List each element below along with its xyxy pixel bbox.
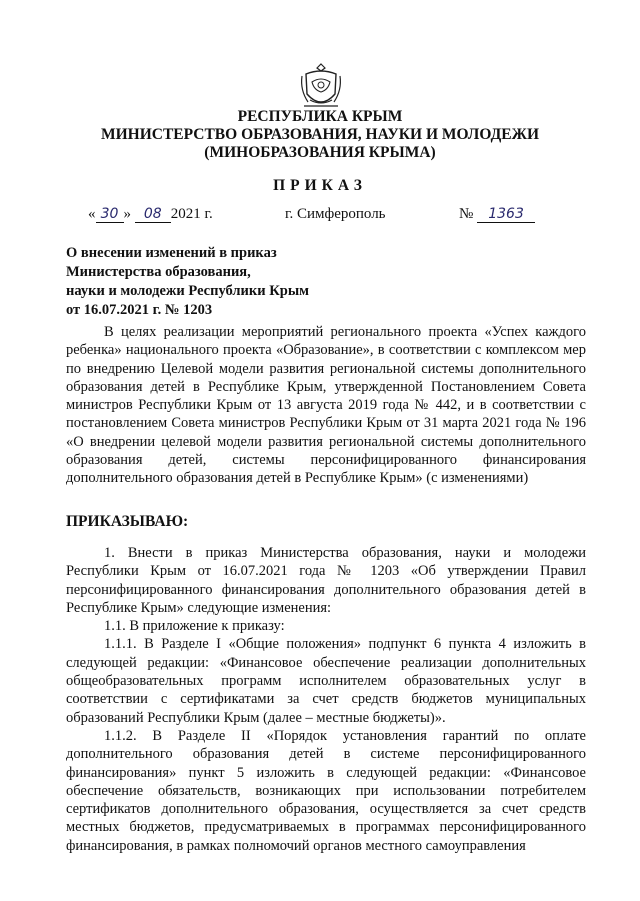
date-day-handwritten: 30: [96, 206, 124, 223]
document-title: ПРИКАЗ: [273, 177, 367, 194]
number-handwritten: 1363: [477, 206, 535, 223]
order-number: [459, 206, 535, 223]
order-date: [88, 206, 213, 223]
order-item: 1.1.1. В Разделе I «Общие положения» подпункт 6 пункта 4 изложить в следующей редакции: «Финансовое обеспечение реализации дополнительных общеобразовательных программ исполнителем образовательных услуг в соответствии с сертификатами за счет средств бюджетов муниципальных образований Республики Крым (далее – местные бюджеты)».: [66, 636, 586, 726]
date-year: 2021 г.: [170, 206, 213, 222]
order-item: 1. Внести в приказ Министерства образования, науки и молодежи Республики Крым от 16.07.2021 года № 1203 «Об утверждении Правил персонифицированного финансирования дополнительного образования детей в Республике Крым» следующие изменения:: [66, 545, 586, 616]
date-month-handwritten: 08: [135, 206, 171, 223]
date-close-quote: »: [123, 206, 131, 222]
order-items: [66, 544, 586, 855]
date-open-quote: «: [88, 206, 96, 222]
subject-line: О внесении изменений в приказ: [66, 245, 277, 261]
header-ministry: МИНИСТЕРСТВО ОБРАЗОВАНИЯ, НАУКИ И МОЛОДЕЖИ: [100, 126, 540, 143]
subject-line: от 16.07.2021 г. № 1203: [66, 302, 213, 318]
order-subject: [66, 244, 366, 320]
orders-heading: ПРИКАЗЫВАЮ:: [66, 513, 189, 530]
header-ministry-short: (МИНОБРАЗОВАНИЯ КРЫМА): [204, 144, 436, 161]
order-item: 1.1. В приложение к приказу:: [104, 618, 285, 635]
preamble-paragraph: В целях реализации мероприятий регионального проекта «Успех каждого ребенка» национального проекта «Образование», в соответствии с комплексом мер по внедрению Целевой модели развития региональной системы дополнительного образования детей в Республике Крым, утвержденной Постановлением Совета министров Республики Крым от 13 августа 2019 года № 442, и в соответствии с постановлением Совета министров Республики Крым от 31 марта 2021 года № 196 «О внедрении целевой модели развития региональной системы дополнительного образования детей, системы персонифицированного финансирования дополнительного образования детей в Республике Крым» (с изменениями): [66, 324, 586, 487]
subject-line: Министерства образования,: [66, 264, 251, 280]
coat-of-arms-emblem: [298, 60, 344, 112]
number-label: №: [459, 206, 474, 222]
subject-line: науки и молодежи Республики Крым: [66, 283, 310, 299]
order-item: 1.1.2. В Разделе II «Порядок установления гарантий по оплате дополнительного образования детей в системе персонифицированного финансирования» пункт 5 изложить в следующей редакции: «Финансовое обеспечение обязательств, возникающих при использовании потребителем сертификатов дополнительного образования, осуществляется за счет средств местных бюджетов, предусматриваемых в программах персонифицированного финансирования, в рамках полномочий органов местного самоуправления: [66, 727, 586, 854]
header-republic: РЕСПУБЛИКА КРЫМ: [237, 108, 403, 125]
order-city: г. Симферополь: [285, 206, 386, 222]
preamble-block: [66, 323, 586, 488]
